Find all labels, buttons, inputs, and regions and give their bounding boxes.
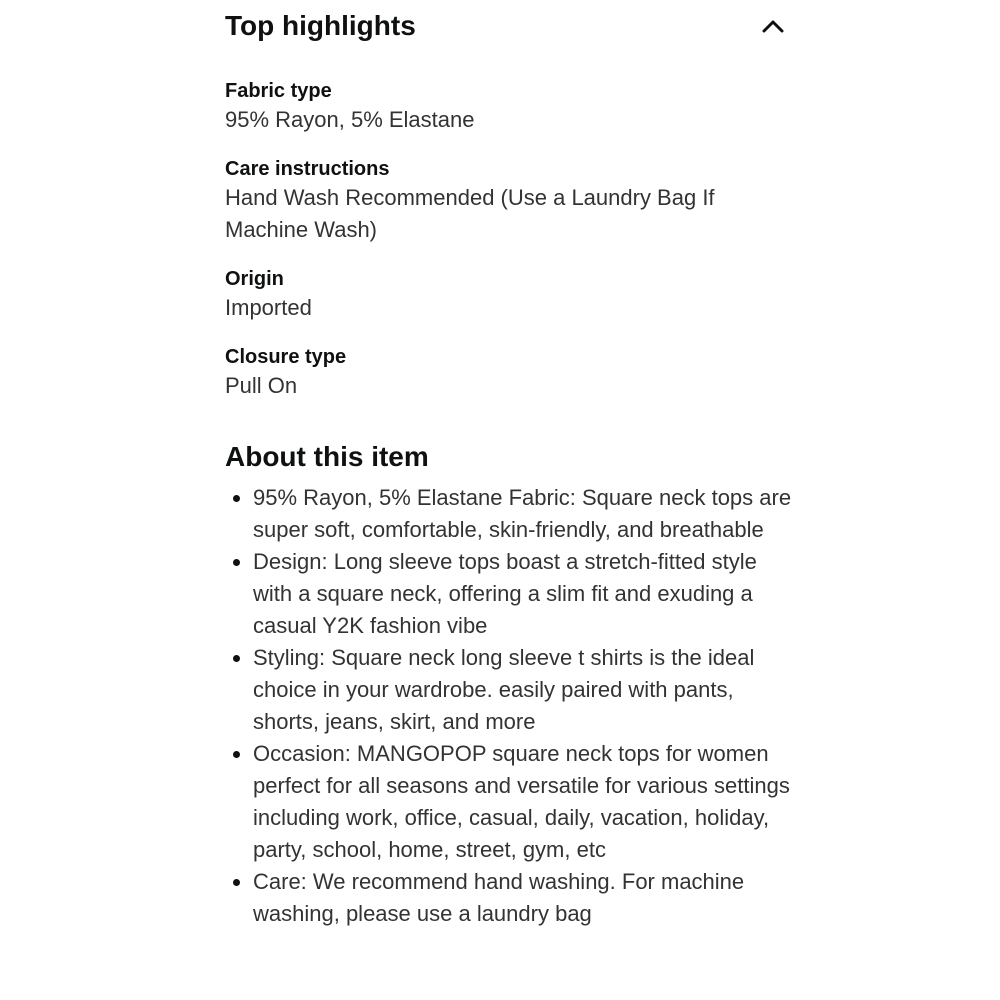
about-this-item-title: About this item bbox=[225, 441, 429, 472]
list-item bbox=[225, 546, 795, 642]
attribute-value: 95% Rayon, 5% Elastane bbox=[225, 107, 475, 132]
bullet-icon bbox=[233, 751, 240, 758]
attribute-label: Origin bbox=[225, 268, 284, 290]
list-item bbox=[225, 482, 795, 546]
attribute-label: Care instructions bbox=[225, 158, 390, 180]
attribute-label: Closure type bbox=[225, 346, 347, 368]
bullet-icon bbox=[233, 879, 240, 886]
bullet-text: Design: Long sleeve tops boast a stretch-fitted style with a square neck, offering a slim fit and exuding a casual Y2K fashion vibe bbox=[253, 549, 757, 638]
bullet-icon bbox=[233, 559, 240, 566]
top-highlights-title: Top highlights bbox=[225, 10, 416, 41]
attribute-care-instructions bbox=[225, 156, 785, 246]
attribute-label: Fabric type bbox=[225, 80, 332, 102]
attribute-value: Pull On bbox=[225, 373, 298, 398]
about-this-item-section bbox=[225, 440, 795, 930]
top-highlights-header[interactable] bbox=[225, 4, 787, 48]
attribute-value: Hand Wash Recommended (Use a Laundry Bag If Machine Wash) bbox=[225, 185, 715, 242]
list-item bbox=[225, 738, 795, 866]
bullet-text: Care: We recommend hand washing. For machine washing, please use a laundry bag bbox=[253, 869, 745, 926]
attribute-closure-type bbox=[225, 344, 785, 402]
list-item bbox=[225, 866, 795, 930]
highlights-attributes bbox=[225, 78, 785, 422]
bullet-icon bbox=[233, 495, 240, 502]
attribute-value: Imported bbox=[225, 295, 312, 320]
about-bullet-list bbox=[225, 482, 795, 930]
chevron-up-icon[interactable] bbox=[759, 12, 787, 40]
attribute-origin bbox=[225, 266, 785, 324]
bullet-text: Styling: Square neck long sleeve t shirts is the ideal choice in your wardrobe. easily paired with pants, shorts, jeans, skirt, and more bbox=[253, 645, 755, 734]
bullet-text: 95% Rayon, 5% Elastane Fabric: Square neck tops are super soft, comfortable, skin-friendly, and breathable bbox=[253, 485, 792, 542]
bullet-text: Occasion: MANGOPOP square neck tops for women perfect for all seasons and versatile for various settings including work, office, casual, daily, vacation, holiday, party, school, home, street, gym, etc bbox=[253, 741, 790, 862]
list-item bbox=[225, 642, 795, 738]
bullet-icon bbox=[233, 655, 240, 662]
attribute-fabric-type bbox=[225, 78, 785, 136]
